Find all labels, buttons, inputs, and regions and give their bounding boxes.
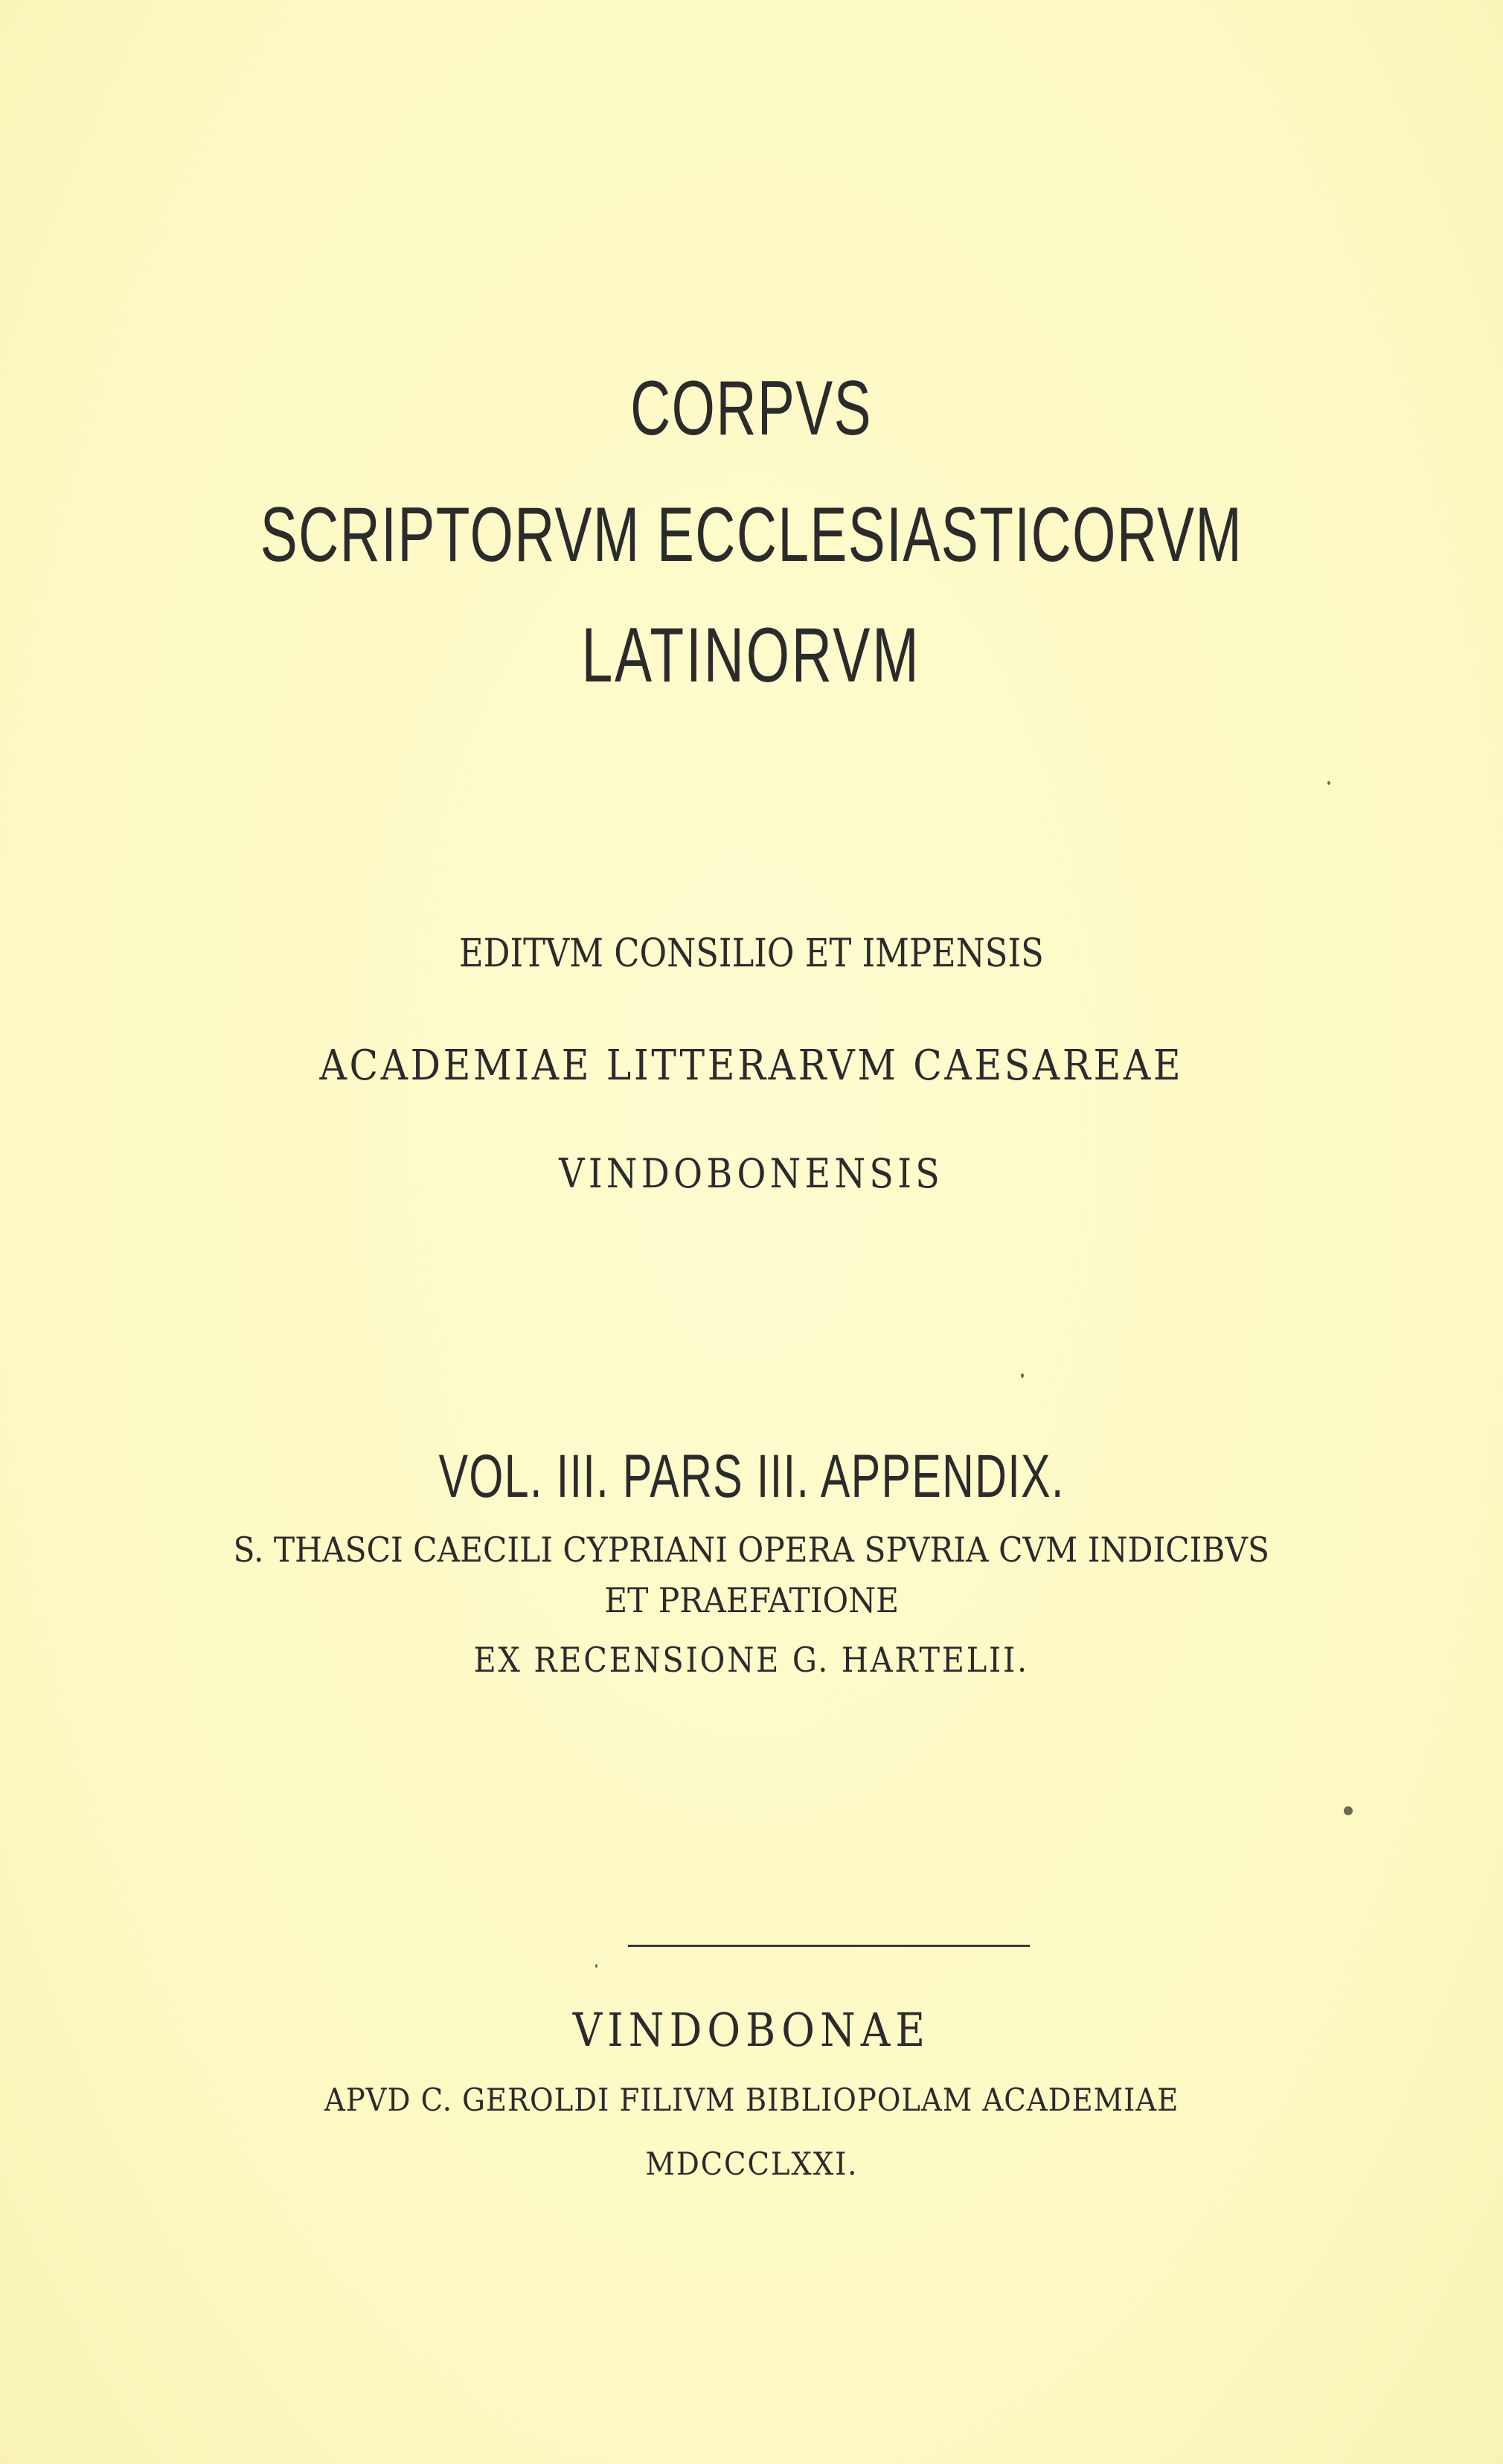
volume-heading <box>0 1442 1503 1512</box>
imprint-place-text: VINDOBONAE <box>572 2003 931 2057</box>
series-title-text-2: SCRIPTORVM ECCLESIASTICORVM <box>260 492 1243 578</box>
imprint-publisher-text: APVD C. GEROLDI FILIVM BIBLIOPOLAM ACADEMIAE <box>324 2082 1179 2118</box>
volume-subtitle-text-2: ET PRAEFATIONE <box>604 1580 899 1620</box>
paper-speck <box>1327 781 1330 785</box>
edition-text-2: ACADEMIAE LITTERARVM CAESAREAE <box>319 1042 1184 1090</box>
edition-line-3 <box>0 1150 1503 1197</box>
volume-subtitle-line-1 <box>0 1530 1503 1570</box>
series-title-text-1: CORPVS <box>630 365 873 452</box>
edition-text-3: VINDOBONENSIS <box>559 1150 944 1197</box>
series-title-text-3: LATINORVM <box>582 612 921 699</box>
series-title-line-1 <box>0 365 1503 453</box>
paper-speck <box>1021 1373 1024 1378</box>
paper-speck <box>1344 1806 1353 1815</box>
edition-line-1 <box>0 931 1503 976</box>
series-title-line-3 <box>0 612 1503 700</box>
imprint-place <box>0 2003 1503 2057</box>
volume-subtitle-line-2 <box>0 1580 1503 1620</box>
paper-speck <box>595 1964 597 1968</box>
edition-line-2 <box>0 1042 1503 1090</box>
edition-text-1: EDITVM CONSILIO ET IMPENSIS <box>459 931 1044 976</box>
series-title-line-2 <box>0 491 1503 580</box>
imprint-year-text: MDCCCLXXI. <box>645 2146 858 2182</box>
volume-subtitle-text-1: S. THASCI CAECILI CYPRIANI OPERA SPVRIA CVM INDICIBVS <box>233 1530 1270 1570</box>
volume-subtitle-line-3 <box>0 1640 1503 1680</box>
imprint-publisher <box>0 2082 1503 2118</box>
imprint-year <box>0 2146 1503 2182</box>
volume-subtitle-text-3: EX RECENSIONE G. HARTELII. <box>473 1640 1030 1680</box>
volume-heading-text: VOL. III. PARS III. APPENDIX. <box>438 1443 1065 1510</box>
horizontal-rule-divider <box>628 1945 1030 1947</box>
